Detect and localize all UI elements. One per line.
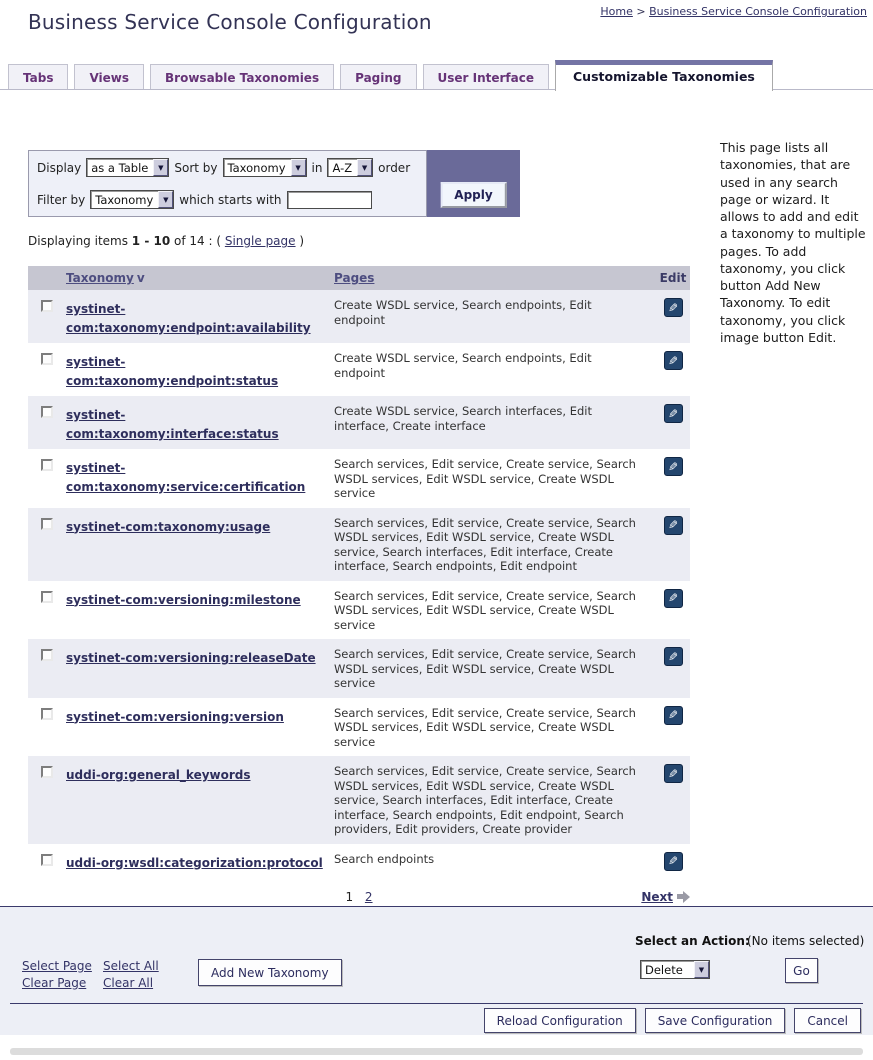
sort-by-label: Sort by [174, 160, 218, 175]
tab-views[interactable]: Views [74, 64, 144, 90]
row-checkbox[interactable] [41, 766, 53, 778]
starts-with-label: which starts with [179, 192, 282, 207]
row-checkbox[interactable] [41, 353, 53, 365]
select-all-link[interactable]: Select All [103, 959, 159, 973]
edit-button[interactable] [664, 852, 683, 871]
order-label: order [378, 160, 411, 175]
next-arrow-icon [677, 891, 690, 903]
filter-by-select[interactable] [90, 190, 174, 209]
displaying-suffix: ) [299, 234, 305, 248]
order-select[interactable] [327, 158, 373, 177]
edit-pencil-icon: ✎ [667, 708, 679, 722]
action-select[interactable] [640, 960, 710, 979]
row-pages: Search services, Edit service, Create service, Search WSDL services, Edit WSDL service, Create WSDL service [334, 647, 636, 690]
in-label: in [311, 160, 323, 175]
header-checkbox-cell [28, 277, 66, 279]
page-help-text: This page lists all taxonomies, that are used in any search page or wizard. It allows to add and edit a taxonomy to multiple pages. To add taxonomy, you click button Add New Taxonomy. To edit taxonomy, you click image button Edit. [720, 140, 866, 345]
action-select-value: Delete [645, 962, 683, 977]
current-page-number: 1 [345, 889, 354, 904]
breadcrumb [600, 5, 867, 18]
action-section [0, 906, 873, 1035]
table-row [28, 508, 690, 581]
breadcrumb-home-link[interactable]: Home [600, 5, 633, 18]
edit-pencil-icon: ✎ [667, 459, 679, 474]
tab-strip [0, 59, 873, 90]
row-checkbox[interactable] [41, 708, 53, 720]
filter-by-select-value: Taxonomy [95, 192, 154, 207]
row-checkbox[interactable] [41, 649, 53, 661]
save-configuration-button[interactable]: Save Configuration [645, 1008, 786, 1033]
clear-all-link[interactable]: Clear All [103, 976, 154, 990]
taxonomy-link[interactable]: systinet-com:taxonomy:endpoint:availability [66, 302, 311, 335]
row-pages: Search services, Edit service, Create service, Search WSDL services, Edit WSDL service, Create WSDL service, Search interfaces, Edit interface, Create interface, Search endpoints, Edit endpoint, Search providers, Edit providers, Create provider [334, 764, 636, 836]
row-pages: Search endpoints [334, 851, 435, 866]
edit-button[interactable] [664, 706, 683, 725]
edit-button[interactable] [664, 457, 683, 476]
displaying-middle: of 14 : ( [174, 234, 222, 248]
row-checkbox[interactable] [41, 406, 53, 418]
taxonomy-link[interactable]: systinet-com:versioning:releaseDate [66, 651, 316, 665]
table-row [28, 343, 690, 396]
taxonomy-link[interactable]: systinet-com:versioning:milestone [66, 592, 301, 607]
selection-status: (No items selected) [747, 934, 865, 948]
tab-customizable-taxonomies[interactable]: Customizable Taxonomies [555, 60, 773, 91]
displaying-prefix: Displaying items [28, 234, 128, 248]
chevron-down-icon: ▼ [291, 159, 306, 176]
edit-pencil-icon: ✎ [667, 766, 679, 781]
edit-pencil-icon: ✎ [667, 406, 679, 421]
taxonomy-link[interactable]: systinet-com:taxonomy:usage [66, 519, 271, 534]
taxonomy-link[interactable]: systinet-com:taxonomy:interface:status [66, 408, 279, 441]
chevron-down-icon: ▼ [158, 191, 173, 208]
taxonomy-link[interactable]: uddi-org:wsdl:categorization:protocol [66, 855, 323, 870]
row-pages: Search services, Edit service, Create service, Search WSDL services, Edit WSDL service, Create WSDL service [334, 705, 636, 749]
breadcrumb-current-link[interactable]: Business Service Console Configuration [649, 5, 867, 18]
edit-pencil-icon: ✎ [667, 300, 679, 315]
breadcrumb-separator: > [636, 5, 646, 18]
next-page-link[interactable]: Next [641, 889, 673, 904]
table-row [28, 396, 690, 449]
row-checkbox[interactable] [41, 518, 53, 530]
taxonomy-column-sort-link[interactable]: Taxonomy [66, 271, 134, 285]
clear-page-link[interactable]: Clear Page [22, 976, 87, 990]
taxonomy-link[interactable]: uddi-org:general_keywords [66, 768, 251, 782]
chevron-down-icon: ▼ [694, 961, 709, 978]
tab-user-interface[interactable]: User Interface [423, 64, 550, 90]
displaying-range: 1 - 10 [131, 234, 171, 248]
edit-pencil-icon: ✎ [667, 518, 679, 532]
sort-by-select[interactable] [223, 158, 307, 177]
display-label: Display [37, 160, 82, 175]
single-page-link[interactable]: Single page [224, 234, 296, 248]
chevron-down-icon: ▼ [153, 159, 168, 176]
reload-configuration-button[interactable]: Reload Configuration [484, 1008, 636, 1033]
edit-button[interactable] [664, 351, 683, 370]
filter-controls [28, 150, 427, 217]
row-pages: Create WSDL service, Search endpoints, Edit endpoint [334, 351, 592, 380]
footer-bar [10, 1048, 863, 1055]
tab-browsable-taxonomies[interactable]: Browsable Taxonomies [150, 64, 334, 90]
table-header-row [28, 266, 690, 290]
apply-button[interactable]: Apply [440, 182, 506, 208]
row-pages: Create WSDL service, Search interfaces, Edit interface, Create interface [334, 404, 592, 433]
table-row [28, 844, 690, 878]
row-pages: Search services, Edit service, Create service, Search WSDL services, Edit WSDL service, Create WSDL service [334, 588, 636, 632]
displaying-status [28, 234, 304, 248]
table-row [28, 449, 690, 508]
edit-column-header: Edit [659, 271, 687, 285]
select-page-link[interactable]: Select Page [22, 959, 92, 973]
edit-pencil-icon: ✎ [667, 353, 679, 368]
row-checkbox[interactable] [41, 854, 53, 866]
row-pages: Create WSDL service, Search endpoints, Edit endpoint [334, 298, 592, 327]
table-row [28, 290, 690, 343]
edit-pencil-icon: ✎ [667, 649, 679, 664]
filter-panel [28, 150, 520, 217]
taxonomy-link[interactable]: systinet-com:taxonomy:service:certification [66, 461, 306, 494]
page-2-link[interactable]: 2 [364, 889, 373, 904]
sort-descending-indicator: v [136, 271, 145, 285]
taxonomy-table [28, 266, 690, 910]
section-divider [10, 1003, 863, 1004]
edit-button[interactable] [664, 404, 683, 423]
table-row [28, 698, 690, 757]
select-action-label: Select an Action: [635, 934, 750, 948]
sort-by-select-value: Taxonomy [227, 160, 286, 175]
starts-with-input[interactable] [287, 191, 372, 209]
edit-button[interactable] [664, 589, 683, 608]
table-row [28, 756, 690, 844]
chevron-down-icon: ▼ [357, 159, 372, 176]
display-select-value: as a Table [91, 160, 149, 175]
add-new-taxonomy-button[interactable]: Add New Taxonomy [198, 959, 342, 986]
table-row [28, 581, 690, 640]
order-select-value: A-Z [332, 160, 353, 175]
filter-by-label: Filter by [37, 192, 86, 207]
row-pages: Search services, Edit service, Create service, Search WSDL services, Edit WSDL service, Create WSDL service, Search interfaces, Edit interface, Create interface, Search endpoints, Edit endpoint [334, 515, 636, 573]
row-checkbox[interactable] [41, 300, 53, 312]
taxonomy-link[interactable]: systinet-com:versioning:version [66, 709, 284, 724]
edit-pencil-icon: ✎ [667, 854, 679, 868]
edit-button[interactable] [664, 516, 683, 535]
tab-paging[interactable]: Paging [340, 64, 416, 90]
row-checkbox[interactable] [41, 459, 53, 471]
go-button[interactable]: Go [785, 958, 818, 983]
table-row [28, 639, 690, 698]
pages-column-sort-link[interactable]: Pages [334, 271, 375, 285]
page-title: Business Service Console Configuration [28, 10, 432, 34]
tab-tabs[interactable]: Tabs [8, 64, 68, 90]
display-select[interactable] [86, 158, 169, 177]
edit-pencil-icon: ✎ [667, 591, 679, 605]
edit-button[interactable] [664, 647, 683, 666]
row-checkbox[interactable] [41, 591, 53, 603]
row-pages: Search services, Edit service, Create service, Search WSDL services, Edit WSDL service, Create WSDL service [334, 457, 636, 500]
apply-panel [427, 150, 520, 217]
cancel-button[interactable]: Cancel [794, 1008, 861, 1033]
edit-button[interactable] [664, 764, 683, 783]
edit-button[interactable] [664, 298, 683, 317]
taxonomy-link[interactable]: systinet-com:taxonomy:endpoint:status [66, 355, 279, 388]
